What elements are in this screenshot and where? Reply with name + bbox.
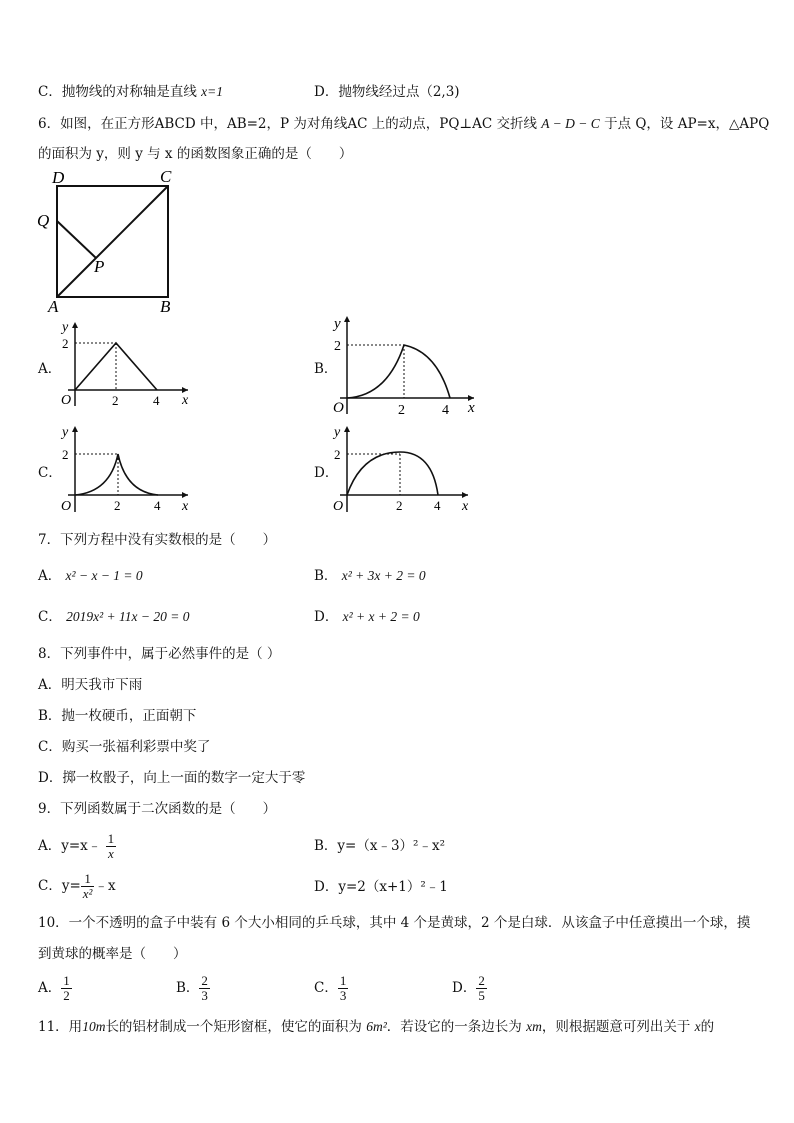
svg-text:x: x xyxy=(468,400,475,416)
q6-option-b-label: B． xyxy=(314,361,338,377)
q10-stem-line2: 到黄球的概率是（ ） xyxy=(38,946,187,962)
svg-text:y: y xyxy=(334,316,341,332)
q7-option-a: A． x² − x − 1 = 0 xyxy=(38,568,143,584)
q6-option-d-label: D． xyxy=(314,465,339,481)
q10-option-d: D． $\frac{2}{5}$ xyxy=(452,973,485,1003)
q8-stem: 8．下列事件中，属于必然事件的是（ ） xyxy=(38,646,281,662)
q8-option-a: A．明天我市下雨 xyxy=(38,677,143,693)
q10-option-b: B． $\frac{2}{3}$ xyxy=(176,973,208,1003)
svg-text:O: O xyxy=(61,393,72,408)
svg-text:4: 4 xyxy=(153,393,160,408)
q9-stem: 9．下列函数属于二次函数的是（ ） xyxy=(38,801,277,817)
q10-option-c: C． $\frac{1}{3}$ xyxy=(314,973,347,1003)
label-p: P xyxy=(94,257,105,276)
q6-stem-line2: 的面积为 y，则 y 与 x 的函数图象正确的是（ ） xyxy=(38,146,353,162)
svg-text:2: 2 xyxy=(112,393,119,408)
q7-stem: 7．下列方程中没有实数根的是（ ） xyxy=(38,532,277,548)
q7-option-b: B． x² + 3x + 2 = 0 xyxy=(314,568,426,584)
q5-option-d: D．抛物线经过点（2,3) xyxy=(314,84,460,100)
q10-stem-line1: 10．一个不透明的盒子中装有 6 个大小相同的乒乓球，其中 4 个是黄球，2 个是白球．从该盒子中任意摸出一个球，摸 xyxy=(38,915,751,931)
q6-graph-c xyxy=(58,420,198,514)
q9-option-c: C．y= $\frac{1}{\text{x²}}$ ﹣x xyxy=(38,871,116,901)
q6-graph-d xyxy=(332,420,478,514)
label-b: B xyxy=(160,297,171,314)
q6-square-figure xyxy=(30,166,190,314)
q9-option-b: B．y=（x﹣3）²﹣x² xyxy=(314,838,445,854)
svg-text:4: 4 xyxy=(442,403,449,418)
svg-text:4: 4 xyxy=(154,498,161,513)
svg-text:2: 2 xyxy=(62,447,69,462)
label-c: C xyxy=(160,167,172,186)
svg-text:x: x xyxy=(182,499,189,514)
q7-option-d: D． x² + x + 2 = 0 xyxy=(314,609,420,625)
label-q: Q xyxy=(37,211,50,230)
label-d: D xyxy=(52,168,65,187)
q9-option-a: A．y=x﹣ $\frac{1}{x}$ xyxy=(38,831,115,861)
svg-text:2: 2 xyxy=(334,339,341,354)
q7-option-c: C． 2019x² + 11x − 20 = 0 xyxy=(38,609,190,625)
svg-text:y: y xyxy=(334,425,341,440)
q8-option-d: D．掷一枚骰子，向上一面的数字一定大于零 xyxy=(38,770,306,786)
q9-option-a-fraction: $\frac{1}{x}$ xyxy=(107,831,115,861)
svg-text:O: O xyxy=(333,499,344,514)
q6-option-c-label: C． xyxy=(38,465,62,481)
svg-text:y: y xyxy=(62,425,69,440)
svg-text:2: 2 xyxy=(398,403,405,418)
svg-text:2: 2 xyxy=(396,498,403,513)
svg-text:x: x xyxy=(182,393,189,408)
q11-stem: 11．用10m长的铝材制成一个矩形窗框，使它的面积为 6m²．若设它的一条边长为 xm，则根据题意可列出关于 x的 xyxy=(38,1019,715,1035)
q9-option-c-fraction: $\frac{1}{\text{x²}}$ xyxy=(82,871,93,901)
svg-text:x: x xyxy=(462,499,469,514)
svg-text:y: y xyxy=(62,320,69,335)
q6-graph-a xyxy=(58,318,198,410)
svg-text:O: O xyxy=(61,499,72,514)
q6-option-a-label: A． xyxy=(38,361,62,377)
svg-text:O: O xyxy=(333,400,344,416)
q8-option-c: C．购买一张福利彩票中奖了 xyxy=(38,739,211,755)
svg-text:2: 2 xyxy=(334,447,341,462)
svg-text:2: 2 xyxy=(62,336,69,351)
q8-option-b: B．抛一枚硬币，正面朝下 xyxy=(38,708,197,724)
svg-text:4: 4 xyxy=(434,498,441,513)
label-a: A xyxy=(48,297,59,314)
svg-text:2: 2 xyxy=(114,498,121,513)
q6-stem-line1: 6．如图，在正方形ABCD 中，AB=2，P 为对角线AC 上的动点，PQ⊥AC 交折线 A − D − C 于点 Q，设 AP=x，△APQ xyxy=(38,116,770,132)
q6-graph-b xyxy=(332,312,484,418)
q5-option-c: C．抛物线的对称轴是直线 x=1 xyxy=(38,84,223,100)
q9-option-d: D．y=2（x+1）²﹣1 xyxy=(314,879,448,895)
q10-option-a: A． $\frac{1}{2}$ xyxy=(38,973,70,1003)
